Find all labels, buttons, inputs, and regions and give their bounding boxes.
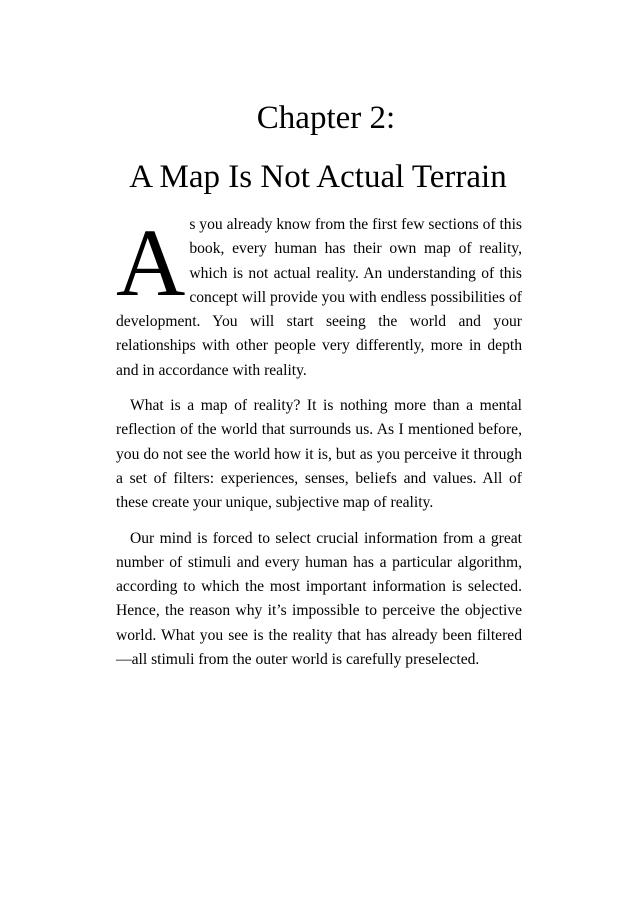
chapter-number: Chapter 2: bbox=[256, 100, 396, 136]
paragraph-1 bbox=[116, 209, 522, 383]
chapter-title: A Map Is Not Actual Terrain bbox=[129, 159, 507, 195]
paragraph-2: What is a map of reality? It is nothing more than a mental reflection of the world that surrounds us. As I mentioned before, you do not see the world how it is, but as you perceive it through a set of filters: experiences, senses, beliefs and values. All of these create your unique, subjective map of reality. bbox=[116, 397, 522, 512]
paragraph-3: Our mind is forced to select crucial information from a great number of stimuli and every human has a particular algorithm, according to which the most important information is selected. Hence, the reason why it’s impossible to perceive the objective world. What you see is the reality that has already been filtered—all stimuli from the outer world is carefully preselected. bbox=[116, 529, 522, 669]
paragraph-1-text: s you already know from the first few sections of this book, every human has their own map of reality, which is not actual reality. An understanding of this concept will provide you with endless possibilities of development. You will start seeing the world and your relationships with other people very differently, more in depth and in accordance with reality. bbox=[116, 216, 522, 379]
drop-cap: A bbox=[116, 209, 186, 316]
chapter-body bbox=[116, 209, 522, 683]
